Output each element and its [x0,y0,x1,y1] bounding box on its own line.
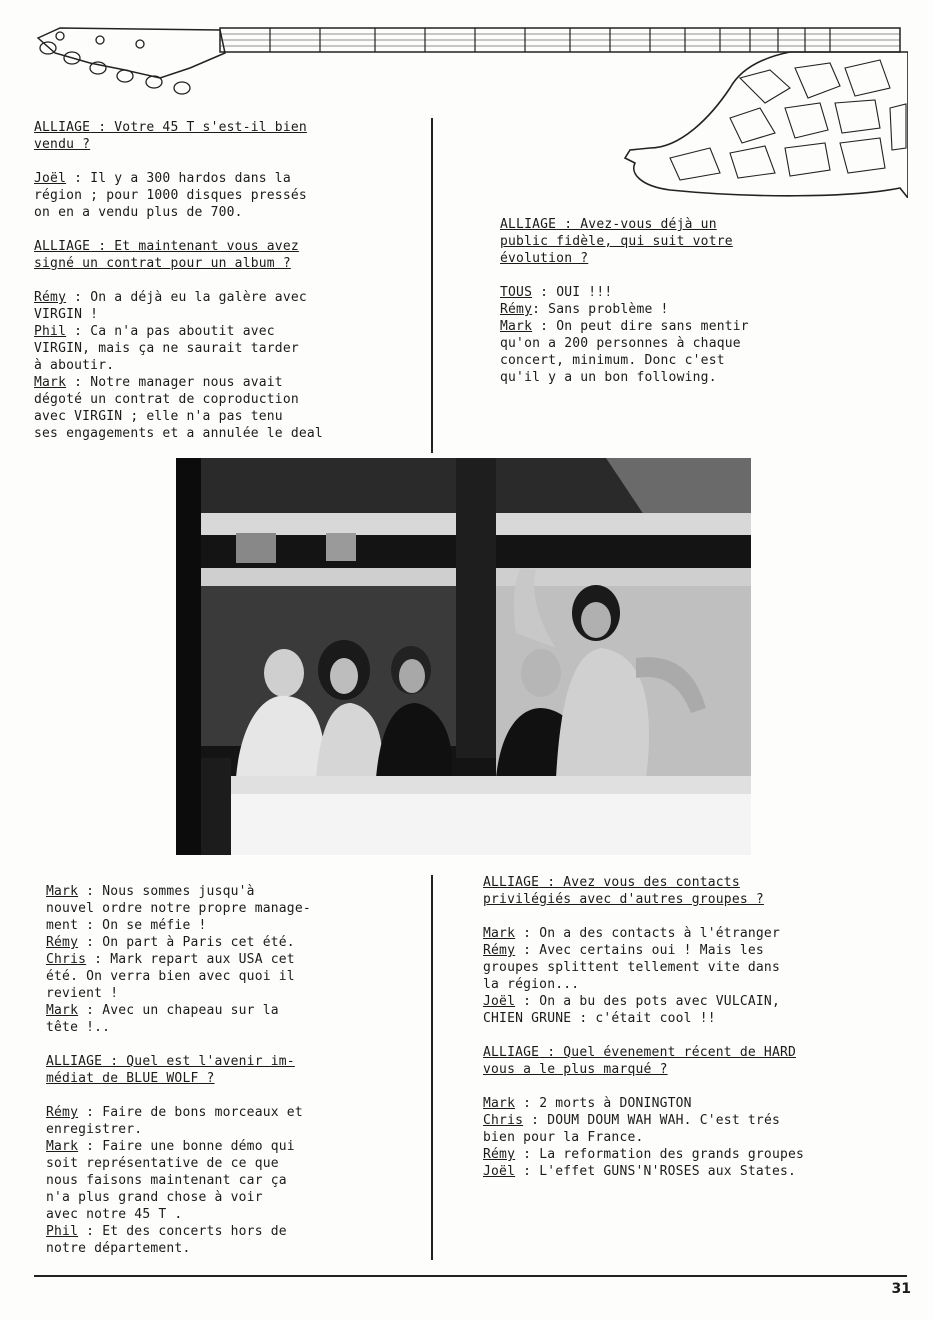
text-line [500,301,749,318]
text-line [483,993,804,1010]
line-text: : Ca n'a pas aboutit avec [66,324,275,339]
text-line [483,1112,804,1129]
line-text: : Sans problème ! [532,302,669,317]
line-text: : On a bu des pots avec VULCAIN, [515,994,780,1009]
text-line [46,1019,311,1036]
speaker-name: Mark [483,1096,516,1111]
text-line [46,1172,311,1189]
text-line [46,1002,311,1019]
text-line [483,1163,804,1180]
text-line [483,1061,804,1078]
text-line [46,985,311,1002]
text-line [46,1104,311,1121]
footer-rule [34,1275,907,1277]
speaker-name: Rémy [46,1105,79,1120]
line-text: : 2 morts à DONINGTON [515,1096,692,1111]
speaker-name: Mark [500,319,533,334]
line-text: avec notre 45 T . [46,1207,183,1222]
line-text: concert, minimum. Donc c'est [500,353,725,368]
line-text: vous a le plus marqué ? [483,1062,668,1077]
line-text: : Et des concerts hors de [78,1224,287,1239]
line-text: tête !.. [46,1020,111,1035]
paragraph-gap [34,221,323,238]
text-line [500,369,749,386]
speaker-name: Mark [46,1139,79,1154]
line-text: : Faire de bons morceaux et [78,1105,303,1120]
text-line [34,408,323,425]
page-number: 31 [891,1281,911,1297]
speaker-name: ALLIAGE [483,1045,540,1060]
line-text: vendu ? [34,137,91,152]
line-text: à aboutir. [34,358,115,373]
line-text: n'a plus grand chose à voir [46,1190,263,1205]
line-text: signé un contrat pour un album ? [34,256,291,271]
line-text: : Votre 45 T s'est-il bien [90,120,307,135]
line-text: la région... [483,977,580,992]
line-text: : Notre manager nous avait [66,375,283,390]
paragraph-gap [483,1078,804,1095]
text-line [46,1189,311,1206]
text-line [34,255,323,272]
speaker-name: Chris [46,952,87,967]
speaker-name: Rémy [46,935,79,950]
paragraph-gap [46,1036,311,1053]
speaker-name: Phil [46,1224,79,1239]
text-line [500,216,749,233]
text-line [483,1129,804,1146]
text-line [483,1010,804,1027]
column-divider-bottom [431,875,433,1260]
line-text: qu'on a 200 personnes à chaque [500,336,741,351]
line-text: : Mark repart aux USA cet [86,952,295,967]
paragraph-gap [46,1087,311,1104]
text-line [500,335,749,352]
line-text: : On a déjà eu la galère avec [66,290,307,305]
text-line [34,136,323,153]
right-bottom-column [483,874,804,1180]
speaker-name: Rémy [483,943,516,958]
line-text: : Avec un chapeau sur la [78,1003,279,1018]
text-line [34,340,323,357]
line-text: avec VIRGIN ; elle n'a pas tenu [34,409,283,424]
text-line [46,1138,311,1155]
line-text: : DOUM DOUM WAH WAH. C'est trés [523,1113,780,1128]
text-line [500,352,749,369]
text-line [34,204,323,221]
speaker-name: Mark [46,1003,79,1018]
line-text: région ; pour 1000 disques pressés [34,188,307,203]
text-line [46,1053,311,1070]
line-text: : OUI !!! [532,285,613,300]
speaker-name: Joël [483,1164,516,1179]
text-line [34,391,323,408]
line-text: ses engagements et a annulée le deal [34,426,323,441]
text-line [46,900,311,917]
column-divider-top [431,118,433,453]
left-bottom-column [46,883,311,1257]
text-line [34,323,323,340]
line-text: dégoté un contrat de coproduction [34,392,299,407]
paragraph-gap [483,908,804,925]
line-text: : Et maintenant vous avez [90,239,299,254]
line-text: évolution ? [500,251,589,266]
text-line [500,284,749,301]
speaker-name: TOUS [500,285,533,300]
speaker-name: Rémy [500,302,533,317]
text-line [34,306,323,323]
speaker-name: Joël [34,171,67,186]
text-line [483,942,804,959]
line-text: ment : On se méfie ! [46,918,207,933]
text-line [483,925,804,942]
text-line [483,891,804,908]
text-line [483,959,804,976]
text-line [483,874,804,891]
line-text: : Quel évenement récent de HARD [539,1045,797,1060]
speaker-name: Mark [483,926,516,941]
text-line [46,934,311,951]
text-line [34,119,323,136]
left-top-column [34,119,323,442]
line-text: : Quel est l'avenir im- [102,1054,295,1069]
text-line [34,289,323,306]
line-text: : La reformation des grands groupes [515,1147,805,1162]
line-text: enregistrer. [46,1122,143,1137]
band-photo [176,458,751,855]
line-text: revient ! [46,986,119,1001]
line-text: VIRGIN, mais ça ne saurait tarder [34,341,299,356]
text-line [46,1155,311,1172]
text-line [46,917,311,934]
speaker-name: Rémy [483,1147,516,1162]
text-line [46,1206,311,1223]
line-text: : On peut dire sans mentir [532,319,749,334]
text-line [34,170,323,187]
line-text: qu'il y a un bon following. [500,370,717,385]
line-text: soit représentative de ce que [46,1156,279,1171]
text-line [483,1146,804,1163]
text-line [500,318,749,335]
line-text: : Il y a 300 hardos dans la [66,171,291,186]
line-text: : L'effet GUNS'N'ROSES aux States. [515,1164,797,1179]
speaker-name: Chris [483,1113,524,1128]
text-line [483,976,804,993]
text-line [46,883,311,900]
line-text: : On part à Paris cet été. [78,935,295,950]
speaker-name: ALLIAGE [34,120,91,135]
text-line [500,250,749,267]
text-line [34,187,323,204]
text-line [46,1240,311,1257]
text-line [500,233,749,250]
paragraph-gap [483,1027,804,1044]
text-line [46,968,311,985]
line-text: : Faire une bonne démo qui [78,1139,295,1154]
text-line [46,1121,311,1138]
speaker-name: Joël [483,994,516,1009]
line-text: groupes splittent tellement vite dans [483,960,780,975]
paragraph-gap [500,267,749,284]
line-text: nous faisons maintenant car ça [46,1173,287,1188]
paragraph-gap [34,153,323,170]
speaker-name: Phil [34,324,67,339]
text-line [46,1223,311,1240]
line-text: été. On verra bien avec quoi il [46,969,295,984]
line-text: : Avez-vous déjà un [556,217,717,232]
line-text: public fidèle, qui suit votre [500,234,733,249]
text-line [483,1095,804,1112]
line-text: nouvel ordre notre propre manage- [46,901,311,916]
band-photo-image [176,458,751,855]
speaker-name: Mark [46,884,79,899]
paragraph-gap [34,272,323,289]
line-text: CHIEN GRUNE : c'était cool !! [483,1011,716,1026]
line-text: on en a vendu plus de 700. [34,205,243,220]
text-line [34,425,323,442]
line-text: : Avez vous des contacts [539,875,740,890]
speaker-name: ALLIAGE [46,1054,103,1069]
line-text: : Nous sommes jusqu'à [78,884,255,899]
right-top-column [500,216,749,386]
speaker-name: Mark [34,375,67,390]
text-line [483,1044,804,1061]
text-line [34,357,323,374]
line-text: : On a des contacts à l'étranger [515,926,780,941]
speaker-name: ALLIAGE [34,239,91,254]
text-line [46,951,311,968]
text-line [34,238,323,255]
speaker-name: ALLIAGE [483,875,540,890]
speaker-name: Rémy [34,290,67,305]
speaker-name: ALLIAGE [500,217,557,232]
line-text: notre département. [46,1241,191,1256]
text-line [34,374,323,391]
text-line [46,1070,311,1087]
line-text: privilégiés avec d'autres groupes ? [483,892,764,907]
line-text: bien pour la France. [483,1130,644,1145]
line-text: médiat de BLUE WOLF ? [46,1071,215,1086]
line-text: : Avec certains oui ! Mais les [515,943,764,958]
line-text: VIRGIN ! [34,307,99,322]
